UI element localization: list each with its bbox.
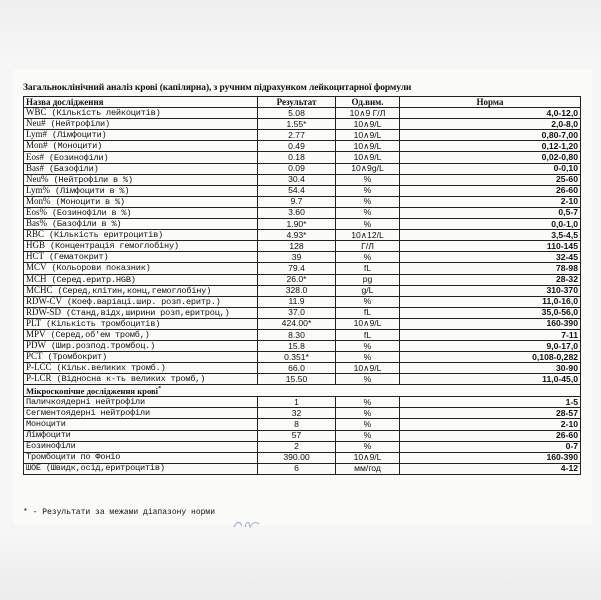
unit-cell: %: [336, 219, 400, 230]
header-name: Назва дослідження: [24, 97, 258, 108]
table-row: [24, 329, 581, 340]
norm-cell: 26-60: [400, 185, 581, 196]
test-name-cell: Еозинофіли: [24, 441, 258, 452]
table-row: [24, 363, 581, 374]
table-row: [24, 174, 581, 185]
test-code: PDW: [26, 340, 46, 351]
test-name-cell: [24, 341, 258, 352]
test-code: Bas#: [26, 163, 44, 173]
test-description: (Станд,відх,ширини розп,еритроц,): [65, 307, 230, 318]
test-name-cell: Лімфоцити: [24, 430, 258, 441]
test-description: (Нейтрофіли в %): [53, 174, 133, 185]
footnote: * - Результати за межами діапазону норми: [23, 508, 216, 517]
table-row: [24, 185, 581, 196]
norm-cell: 78-98: [400, 263, 581, 274]
norm-cell: 0-7: [400, 441, 581, 452]
test-code: RBC: [26, 229, 45, 240]
test-name-cell: Моноцити: [24, 419, 258, 430]
test-name-cell: [24, 241, 258, 252]
unit-cell: fL: [336, 329, 400, 340]
test-name-cell: [24, 163, 258, 174]
norm-cell: 7-11: [400, 329, 581, 340]
test-name-cell: [24, 219, 258, 230]
test-name-cell: [24, 263, 258, 274]
unit-cell: pg: [336, 274, 400, 285]
test-name-cell: [24, 307, 258, 318]
result-cell: 1.90*: [258, 219, 336, 230]
test-name-cell: [24, 152, 258, 163]
norm-cell: 160-390: [400, 452, 581, 463]
unit-cell: %: [336, 207, 400, 218]
table-header-row: [24, 97, 581, 108]
test-description: (Коеф.варіаці.шир. розп.еритр.): [66, 296, 221, 307]
table-row: [24, 152, 581, 163]
test-name-cell: [24, 285, 258, 296]
report-title: Загальноклінічний аналіз крові (капілярна), з ручним підрахунком лейкоцитарної формули: [23, 83, 412, 93]
test-description: (Шир.розпод.тромбоц.): [50, 341, 156, 352]
norm-cell: 30-90: [400, 363, 581, 374]
norm-cell: 32-45: [400, 252, 581, 263]
result-cell: 57: [258, 430, 336, 441]
table-row: [24, 196, 581, 207]
unit-cell: %: [336, 441, 400, 452]
test-code: Mon%: [26, 196, 51, 206]
test-description: (Кількість еритроцитів): [48, 230, 163, 241]
table-row: [24, 163, 581, 174]
test-name-cell: Паличкоядерні нейтрофіли: [24, 397, 258, 408]
result-cell: 128: [258, 241, 336, 252]
unit-cell: %: [336, 397, 400, 408]
test-name-cell: [24, 230, 258, 241]
test-description: (Тромбокрит): [47, 352, 107, 363]
norm-cell: 11,0-45,0: [400, 374, 581, 385]
test-code: RDW-CV: [26, 296, 62, 306]
result-cell: 0.49: [258, 141, 336, 152]
test-code: Neu#: [26, 118, 46, 129]
norm-cell: 26-60: [400, 430, 581, 441]
test-description: (Моноцити): [52, 141, 103, 152]
unit-cell: %: [336, 252, 400, 263]
test-code: MCV: [26, 262, 47, 273]
norm-cell: 0,108-0,282: [400, 352, 581, 363]
table-row: [24, 252, 581, 263]
norm-cell: 2-10: [400, 419, 581, 430]
result-cell: 26.0*: [258, 274, 336, 285]
norm-cell: 310-370: [400, 285, 581, 296]
test-description: (Гематокрит): [48, 252, 109, 263]
norm-cell: 110-145: [400, 241, 581, 252]
test-name-cell: [24, 352, 258, 363]
table-row: [24, 219, 581, 230]
test-description: (Еозинофіли в %): [51, 207, 132, 218]
table-row: [24, 285, 581, 296]
test-name-cell: [24, 119, 258, 130]
test-code: Lym%: [26, 185, 50, 195]
test-name-cell: [24, 363, 258, 374]
header-unit: Од.вим.: [336, 97, 400, 108]
result-cell: 6: [258, 463, 336, 474]
table-row: [24, 207, 581, 218]
test-name-cell: [24, 374, 258, 385]
unit-cell: %: [336, 185, 400, 196]
table-row: [24, 241, 581, 252]
test-name-cell: Сегментоядерні нейтрофіли: [24, 408, 258, 419]
test-description: (Еозинофіли): [48, 152, 109, 163]
test-name-cell: [24, 207, 258, 218]
header-norm: Норма: [400, 97, 581, 108]
result-cell: 424.00*: [258, 318, 336, 329]
test-description: (Базофіли в %): [51, 219, 122, 230]
test-code: Neu%: [26, 174, 49, 184]
table-row: [24, 452, 581, 463]
norm-cell: 0-0,10: [400, 163, 581, 174]
result-cell: 66.0: [258, 363, 336, 374]
test-description: (Кількість лейкоцитів): [51, 108, 161, 119]
test-code: WBC: [26, 107, 47, 118]
table-row: [24, 307, 581, 318]
test-code: PCT: [26, 351, 43, 362]
table-row: [24, 419, 581, 430]
unit-cell: 10∧9/L: [336, 141, 400, 152]
table-row: [24, 352, 581, 363]
test-description: (Кільк.великих тромб.): [56, 363, 166, 374]
test-code: P-LCR: [26, 373, 52, 384]
test-code: MPV: [26, 329, 46, 340]
result-cell: 3.60: [258, 207, 336, 218]
result-cell: 32: [258, 408, 336, 419]
unit-cell: %: [336, 430, 400, 441]
result-cell: 30.4: [258, 174, 336, 185]
norm-cell: 28-32: [400, 274, 581, 285]
unit-cell: %: [336, 196, 400, 207]
test-code: PLT: [26, 318, 42, 328]
table-row: [24, 341, 581, 352]
norm-cell: 9,0-17,0: [400, 341, 581, 352]
table-row: [24, 119, 581, 130]
unit-cell: g/L: [336, 285, 400, 296]
test-description: (Моноцити в %): [55, 196, 125, 207]
table-row: [24, 397, 581, 408]
test-name-cell: [24, 274, 258, 285]
test-description: (Кольорови показник): [51, 263, 151, 274]
norm-cell: 0,02-0,80: [400, 152, 581, 163]
norm-cell: 4-12: [400, 463, 581, 474]
norm-cell: 160-390: [400, 318, 581, 329]
test-description: (Відносна к-ть великих тромб,): [56, 374, 206, 385]
table-row: [24, 296, 581, 307]
unit-cell: %: [336, 296, 400, 307]
test-description: (Лімфоцити в %): [54, 185, 130, 196]
unit-cell: %: [336, 408, 400, 419]
test-description: (Серед,об'ем тромб,): [50, 330, 150, 341]
norm-cell: 0,12-1,20: [400, 141, 581, 152]
unit-cell: %: [336, 352, 400, 363]
section-title-mark: *: [158, 386, 162, 393]
unit-cell: fL: [336, 263, 400, 274]
norm-cell: 0,5-7: [400, 207, 581, 218]
result-cell: 2.77: [258, 130, 336, 141]
norm-cell: 25-60: [400, 174, 581, 185]
test-name-cell: [24, 130, 258, 141]
norm-cell: 0,0-1,0: [400, 219, 581, 230]
norm-cell: 3,5-4,5: [400, 230, 581, 241]
result-cell: 8: [258, 419, 336, 430]
result-cell: 1.55*: [258, 119, 336, 130]
result-cell: 8.30: [258, 329, 336, 340]
unit-cell: 10∧9 Г/Л: [336, 108, 400, 119]
table-row: [24, 463, 581, 474]
table-row: [24, 130, 581, 141]
test-description: (Серед.еритр.HGB): [51, 274, 136, 285]
norm-cell: 1-5: [400, 397, 581, 408]
test-name-cell: [24, 141, 258, 152]
table-row: [24, 230, 581, 241]
norm-cell: 4,0-12,0: [400, 108, 581, 119]
result-cell: 0.09: [258, 163, 336, 174]
result-cell: 0.351*: [258, 352, 336, 363]
result-cell: 15.50: [258, 374, 336, 385]
test-name-cell: Тромбоцити по Фоніо: [24, 452, 258, 463]
unit-cell: 10∧9/L: [336, 363, 400, 374]
table-row: [24, 441, 581, 452]
header-result: Результат: [258, 97, 336, 108]
result-cell: 0.18: [258, 152, 336, 163]
norm-cell: 28-57: [400, 408, 581, 419]
unit-cell: Г/Л: [336, 241, 400, 252]
test-name-cell: [24, 318, 258, 329]
table-row: [24, 408, 581, 419]
result-cell: 11.9: [258, 296, 336, 307]
test-code: HGB: [26, 240, 46, 251]
test-name-cell: [24, 174, 258, 185]
section-title-microscopy: [24, 385, 581, 397]
test-code: Bas%: [26, 218, 47, 229]
result-cell: 54.4: [258, 185, 336, 196]
norm-cell: 2-10: [400, 196, 581, 207]
unit-cell: %: [336, 374, 400, 385]
section-row-microscopy: [24, 385, 581, 397]
norm-cell: 11,0-16,0: [400, 296, 581, 307]
table-row: [24, 430, 581, 441]
norm-cell: 2,0-8,0: [400, 119, 581, 130]
table-row: [24, 263, 581, 274]
test-code: RDW-SD: [26, 307, 62, 317]
unit-cell: 10∧9/L: [336, 452, 400, 463]
handwritten-mark-icon: [232, 518, 262, 530]
result-cell: 328.0: [258, 285, 336, 296]
test-description: (Концентрація гемоглобіну): [49, 241, 179, 252]
test-name-cell: [24, 252, 258, 263]
unit-cell: 10∧9/L: [336, 130, 400, 141]
test-name-cell: [24, 108, 258, 119]
result-cell: 9.7: [258, 196, 336, 207]
section-title-text: Мікроскопічне дослідження крові: [26, 386, 159, 397]
test-description: (Серед,клітин,конц,гемоглобіну): [57, 285, 212, 296]
test-name-cell: [24, 185, 258, 196]
table-row: [24, 374, 581, 385]
result-cell: 15.8: [258, 341, 336, 352]
table-row: [24, 108, 581, 119]
norm-cell: 35,0-56,0: [400, 307, 581, 318]
test-code: Eos%: [26, 207, 47, 217]
unit-cell: мм/год: [336, 463, 400, 474]
test-code: Eos#: [26, 151, 44, 162]
unit-cell: %: [336, 341, 400, 352]
unit-cell: %: [336, 419, 400, 430]
result-cell: 1: [258, 397, 336, 408]
test-name-cell: ШОЕ (Швидк,осід,еритроцитів): [24, 463, 258, 474]
test-code: Lym#: [26, 129, 48, 140]
unit-cell: 10∧9/L: [336, 152, 400, 163]
test-name-cell: [24, 329, 258, 340]
test-description: (Нейтрофіли): [50, 119, 110, 130]
unit-cell: 10∧12/L: [336, 230, 400, 241]
test-code: MCHC: [26, 285, 53, 295]
table-row: [24, 141, 581, 152]
test-code: Mon#: [26, 140, 48, 151]
table-row: [24, 318, 581, 329]
unit-cell: 10∧9/L: [336, 119, 400, 130]
table-row: [24, 274, 581, 285]
test-name-cell: [24, 196, 258, 207]
unit-cell: fL: [336, 307, 400, 318]
unit-cell: 10∧9g/L: [336, 163, 400, 174]
result-cell: 2: [258, 441, 336, 452]
unit-cell: %: [336, 174, 400, 185]
result-cell: 79.4: [258, 263, 336, 274]
test-code: HCT: [26, 251, 44, 262]
blood-test-table: [23, 96, 581, 475]
result-cell: 39: [258, 252, 336, 263]
unit-cell: 10∧9/L: [336, 318, 400, 329]
result-cell: 5.08: [258, 108, 336, 119]
norm-cell: 0,80-7,00: [400, 130, 581, 141]
test-description: (Базофіли): [48, 163, 99, 174]
test-description: (Лімфоцити): [51, 130, 107, 141]
test-code: MCH: [26, 274, 47, 284]
result-cell: 4.93*: [258, 230, 336, 241]
result-cell: 37.0: [258, 307, 336, 318]
test-description: (Кількість тромбоцитів): [46, 318, 161, 329]
test-code: P-LCC: [26, 362, 52, 373]
test-name-cell: [24, 296, 258, 307]
result-cell: 390.00: [258, 452, 336, 463]
